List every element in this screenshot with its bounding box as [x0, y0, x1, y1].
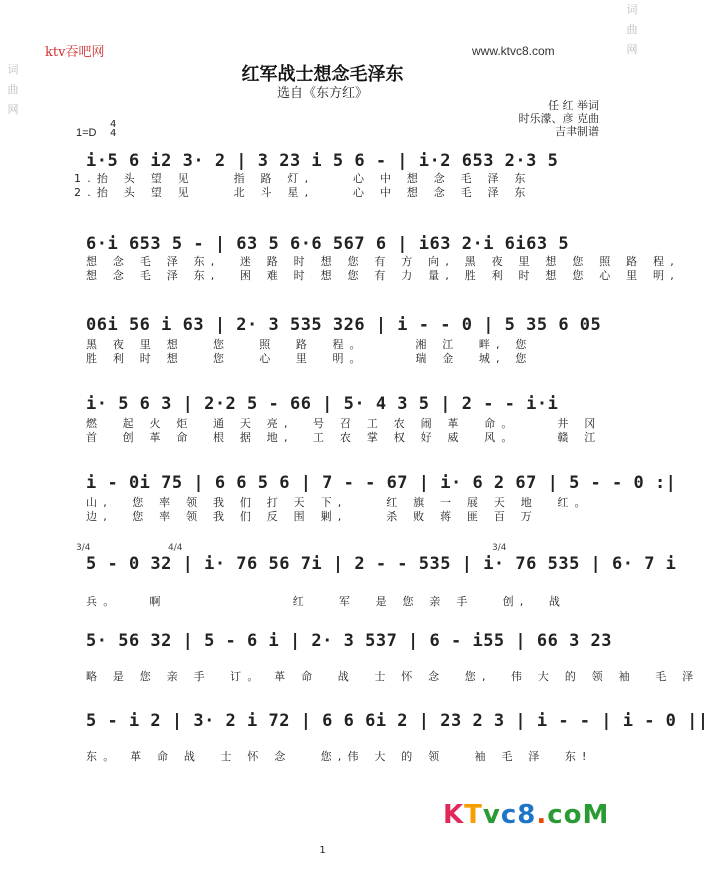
key-signature: 1=D: [76, 127, 97, 139]
footer-brand-logo[interactable]: [443, 800, 609, 830]
lyric-line-verse-2: 想 念 毛 泽 东, 困 难 时 想 您 有 力 量, 胜 利 时 想 您 心 里 明,: [86, 269, 680, 282]
right-watermark-column: [625, 0, 639, 60]
side-mark: 曲: [626, 23, 638, 36]
score-row-3: [86, 314, 602, 366]
side-mark: 词: [7, 63, 19, 76]
lyricist-credit: 任 红 举词: [548, 99, 599, 112]
side-mark: 词: [626, 3, 638, 16]
meter-change-marker: 4/4: [168, 543, 183, 553]
score-row-7: [86, 630, 700, 684]
lyric-line-verse-1: 黑 夜 里 想 您 照 路 程。 湘 江 畔, 您: [86, 338, 533, 351]
notation-line: 5 - 0 32 | i· 76 56 7i | 2 - - 535 | i· 76 535 | 6· 7 i: [86, 554, 677, 574]
lyric-line-verse-2: 边, 您 率 领 我 们 反 围 剿, 杀 败 蒋 匪 百 万: [86, 510, 538, 523]
notation-line: 6·i 653 5 - | 63 5 6·6 567 6 | i63 2·i 6i63 5: [86, 234, 570, 254]
site-url[interactable]: www.ktvc8.com: [472, 44, 555, 58]
notation-line: i· 5 6 3 | 2·2 5 - 66 | 5· 4 3 5 | 2 - - i·i: [86, 394, 559, 414]
meter-change-marker: 3/4: [76, 543, 91, 553]
lyric-line-verse-1: 山, 您 率 领 我 们 打 天 下, 红 旗 一 展 天 地 红。: [86, 496, 592, 509]
side-mark: 曲: [7, 83, 19, 96]
time-signature-top: 4: [110, 119, 117, 130]
song-subtitle: 选自《东方红》: [276, 86, 368, 101]
notation-line: i - 0i 75 | 6 6 5 6 | 7 - - 67 | i· 6 2 67 | 5 - - 0 :|: [86, 473, 677, 493]
notation-line: 5 - i 2 | 3· 2 i 72 | 6 6 6i 2 | 23 2 3 | i - - | i - 0 ||: [86, 711, 709, 731]
meter-change-marker: 3/4: [492, 543, 507, 553]
lyric-line: 东。 革 命 战 士 怀 念 您,伟 大 的 领 袖 毛 泽 东!: [86, 750, 593, 763]
side-mark: 网: [626, 43, 638, 56]
notation-credit: 吉聿制谱: [555, 125, 599, 138]
brand-letter: K: [443, 800, 465, 830]
song-title: 红军战士想念毛泽东: [241, 64, 404, 85]
time-signature: [110, 120, 116, 138]
lyric-line: 略 是 您 亲 手 订。 革 命 战 士 怀 念 您, 伟 大 的 领 袖 毛 泽: [86, 670, 700, 683]
notation-line: i·5 6 i2 3· 2 | 3 23 i 5 6 - | i·2 653 2·3 5: [86, 151, 559, 171]
lyric-line-verse-2: 2.抬 头 望 见 北 斗 星, 心 中 想 念 毛 泽 东: [74, 186, 532, 199]
notation-line: 5· 56 32 | 5 - 6 i | 2· 3 537 | 6 - i55 | 66 3 23: [86, 631, 613, 651]
brand-letter: T: [464, 800, 483, 830]
brand-letter: v: [482, 800, 501, 830]
composer-credit: 时乐濛、彦 克曲: [518, 112, 599, 125]
lyric-line-verse-1: 1.抬 头 望 见 指 路 灯, 心 中 想 念 毛 泽 东: [74, 172, 532, 185]
lyric-line-verse-1: 想 念 毛 泽 东, 迷 路 时 想 您 有 方 向, 黑 夜 里 想 您 照 路 程,: [86, 255, 680, 268]
score-row-4: [86, 393, 602, 445]
brand-letter: c8: [500, 800, 537, 830]
score-row-1: [74, 150, 566, 200]
notation-line: 06i 56 i 63 | 2· 3 535 326 | i - - 0 | 5 35 6 05: [86, 315, 602, 335]
lyric-line-verse-1: 燃 起 火 炬 通 天 亮, 号 召 工 农 闹 革 命。 井 冈: [86, 417, 602, 430]
lyric-line-verse-2: 首 创 革 命 根 据 地, 工 农 掌 权 好 威 风。 赣 江: [86, 431, 602, 444]
side-mark: 网: [7, 103, 19, 116]
score-row-8: [86, 710, 709, 764]
brand-letter: coM: [547, 800, 610, 830]
site-logo[interactable]: ktv吞吧网: [45, 45, 105, 60]
page-number: 1: [319, 845, 326, 856]
score-row-2: [86, 233, 680, 283]
lyric-line-verse-2: 胜 利 时 想 您 心 里 明。 瑞 金 城, 您: [86, 352, 533, 365]
brand-letter: .: [536, 800, 548, 830]
lyric-line: 兵。 啊 红 军 是 您 亲 手 创, 战: [86, 595, 567, 608]
score-row-6: [86, 553, 677, 609]
time-signature-bottom: 4: [110, 128, 117, 139]
score-row-5: [86, 472, 677, 524]
